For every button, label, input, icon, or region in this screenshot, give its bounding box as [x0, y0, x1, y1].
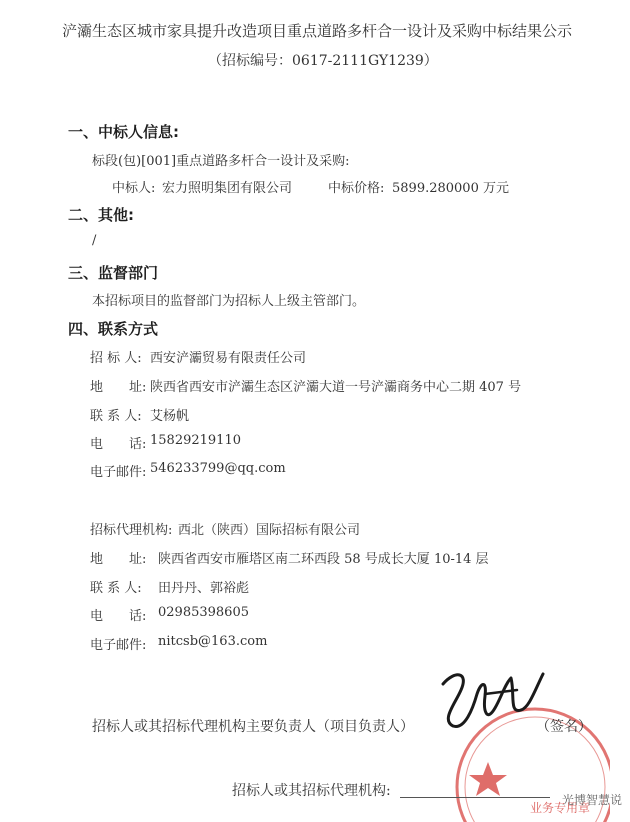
tenderer-phone-label: 电 话: [90, 437, 147, 452]
stamp-star-icon [469, 762, 507, 796]
tenderer-email-label: 电子邮件: [90, 465, 147, 480]
agency-person-label: 联 系 人: [90, 581, 142, 596]
tenderer-addr-label: 地 址: [90, 380, 147, 395]
org-label: 招标人或其招标代理机构: [232, 783, 391, 799]
heading-winner: 一、中标人信息: [68, 123, 179, 141]
sign-note: （签名） [536, 719, 592, 735]
agency-addr: 陕西省西安市雁塔区南二环西段 58 号成长大厦 10-14 层 [158, 552, 489, 567]
tenderer-person: 艾杨帆 [150, 409, 190, 424]
tenderer-addr: 陕西省西安市浐灞生态区浐灞大道一号浐灞商务中心二期 407 号 [150, 380, 522, 395]
agency-name: 西北（陕西）国际招标有限公司 [178, 523, 361, 538]
agency-phone-label: 电 话: [90, 609, 147, 624]
supervision-content: 本招标项目的监督部门为招标人上级主管部门。 [92, 294, 366, 309]
tenderer-person-label: 联 系 人: [90, 409, 142, 424]
agency-phone: 02985398605 [158, 605, 249, 620]
watermark: 光博智慧说 [561, 793, 622, 807]
responsible-label: 招标人或其招标代理机构主要负责人（项目负责人） [92, 719, 414, 735]
bid-number: （招标编号：0617-2111GY1239） [208, 53, 438, 69]
heading-supervision: 三、监督部门 [68, 264, 159, 282]
winner-value: 宏力照明集团有限公司 [162, 181, 293, 196]
agency-name-label: 招标代理机构: [90, 523, 173, 538]
org-signature-line [400, 797, 550, 798]
tenderer-name-label: 招 标 人: [90, 351, 142, 366]
doc-title: 浐灞生态区城市家具提升改造项目重点道路多杆合一设计及采购中标结果公示 [62, 22, 573, 40]
lot-info: 标段(包)[001]重点道路多杆合一设计及采购: [92, 154, 350, 169]
agency-addr-label: 地 址: [90, 552, 147, 567]
price-label: 中标价格: [328, 181, 385, 196]
winner-label: 中标人: [112, 181, 156, 196]
agency-email[interactable]: nitcsb@163.com [158, 634, 268, 649]
tenderer-phone: 15829219110 [150, 433, 241, 448]
heading-contact: 四、联系方式 [68, 320, 159, 338]
tenderer-name: 西安浐灞贸易有限责任公司 [150, 351, 307, 366]
price-value: 5899.280000 万元 [392, 181, 509, 196]
tenderer-email[interactable]: 546233799@qq.com [150, 461, 286, 476]
agency-email-label: 电子邮件: [90, 638, 147, 653]
heading-other: 二、其他: [68, 206, 134, 224]
agency-person: 田丹丹、郭裕彪 [158, 581, 250, 596]
stamp-text: 业务专用章 [530, 801, 591, 815]
other-content: / [92, 233, 97, 248]
